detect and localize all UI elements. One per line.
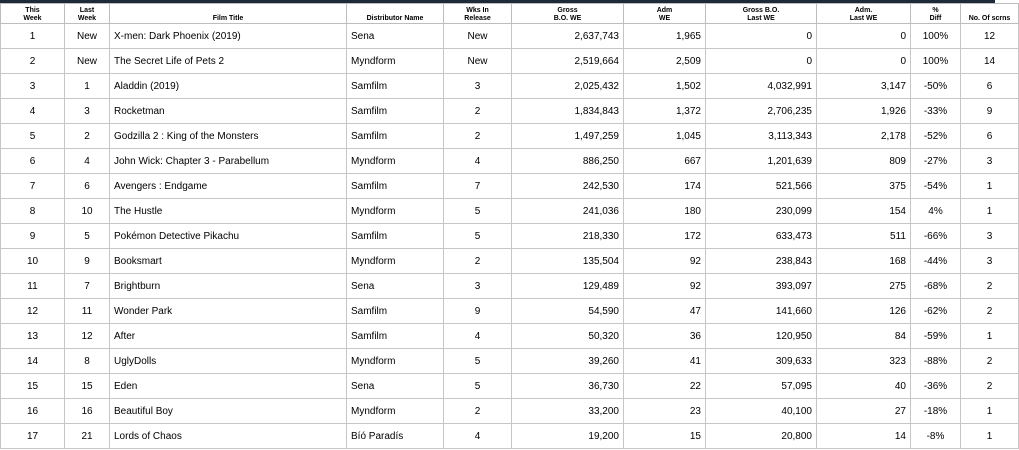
cell-last-week: 21 xyxy=(65,424,110,449)
cell-wks-in-release: 2 xyxy=(444,124,512,149)
cell-pct-diff: -33% xyxy=(911,99,961,124)
cell-this-week: 5 xyxy=(1,124,65,149)
cell-distributor: Myndform xyxy=(347,49,444,74)
cell-wks-in-release: 2 xyxy=(444,249,512,274)
cell-this-week: 2 xyxy=(1,49,65,74)
cell-screens: 1 xyxy=(961,199,1019,224)
cell-wks-in-release: 4 xyxy=(444,324,512,349)
cell-distributor: Samfilm xyxy=(347,324,444,349)
cell-adm-we: 172 xyxy=(624,224,706,249)
table-row xyxy=(1,324,1019,349)
cell-pct-diff: -54% xyxy=(911,174,961,199)
table-row xyxy=(1,299,1019,324)
table-row xyxy=(1,349,1019,374)
cell-gross-we: 2,519,664 xyxy=(512,49,624,74)
cell-distributor: Samfilm xyxy=(347,99,444,124)
cell-screens: 1 xyxy=(961,424,1019,449)
cell-last-week: 5 xyxy=(65,224,110,249)
cell-gross-last-we: 230,099 xyxy=(706,199,817,224)
cell-gross-last-we: 393,097 xyxy=(706,274,817,299)
cell-last-week: 6 xyxy=(65,174,110,199)
cell-adm-last-we: 0 xyxy=(817,49,911,74)
table-row xyxy=(1,149,1019,174)
cell-last-week: 1 xyxy=(65,74,110,99)
cell-screens: 3 xyxy=(961,249,1019,274)
cell-adm-we: 667 xyxy=(624,149,706,174)
cell-distributor: Myndform xyxy=(347,249,444,274)
cell-pct-diff: -50% xyxy=(911,74,961,99)
cell-gross-we: 33,200 xyxy=(512,399,624,424)
cell-screens: 3 xyxy=(961,149,1019,174)
cell-screens: 2 xyxy=(961,374,1019,399)
cell-distributor: Sena xyxy=(347,24,444,49)
cell-screens: 1 xyxy=(961,399,1019,424)
cell-distributor: Bíó Paradís xyxy=(347,424,444,449)
table-row xyxy=(1,374,1019,399)
box-office-table xyxy=(0,3,1019,449)
cell-this-week: 9 xyxy=(1,224,65,249)
cell-adm-last-we: 14 xyxy=(817,424,911,449)
cell-distributor: Sena xyxy=(347,274,444,299)
table-row xyxy=(1,99,1019,124)
header-pct-diff: % Diff xyxy=(911,4,961,24)
cell-wks-in-release: 5 xyxy=(444,224,512,249)
cell-film-title: After xyxy=(110,324,347,349)
cell-film-title: Aladdin (2019) xyxy=(110,74,347,99)
cell-this-week: 13 xyxy=(1,324,65,349)
cell-distributor: Samfilm xyxy=(347,224,444,249)
cell-film-title: Wonder Park xyxy=(110,299,347,324)
cell-adm-we: 2,509 xyxy=(624,49,706,74)
header-wks-in-release: Wks In Release xyxy=(444,4,512,24)
cell-film-title: Brightburn xyxy=(110,274,347,299)
header-last-week: Last Week xyxy=(65,4,110,24)
cell-film-title: Godzilla 2 : King of the Monsters xyxy=(110,124,347,149)
cell-gross-last-we: 120,950 xyxy=(706,324,817,349)
cell-film-title: John Wick: Chapter 3 - Parabellum xyxy=(110,149,347,174)
cell-wks-in-release: 7 xyxy=(444,174,512,199)
cell-wks-in-release: 4 xyxy=(444,149,512,174)
cell-gross-we: 218,330 xyxy=(512,224,624,249)
cell-this-week: 1 xyxy=(1,24,65,49)
cell-this-week: 6 xyxy=(1,149,65,174)
cell-distributor: Myndform xyxy=(347,399,444,424)
cell-last-week: 10 xyxy=(65,199,110,224)
table-row xyxy=(1,49,1019,74)
cell-adm-last-we: 3,147 xyxy=(817,74,911,99)
header-adm-we: Adm WE xyxy=(624,4,706,24)
cell-adm-we: 47 xyxy=(624,299,706,324)
cell-adm-last-we: 168 xyxy=(817,249,911,274)
table-row xyxy=(1,74,1019,99)
cell-adm-last-we: 375 xyxy=(817,174,911,199)
cell-last-week: New xyxy=(65,24,110,49)
cell-gross-we: 54,590 xyxy=(512,299,624,324)
table-row xyxy=(1,24,1019,49)
table-row xyxy=(1,224,1019,249)
cell-gross-last-we: 3,113,343 xyxy=(706,124,817,149)
table-row xyxy=(1,174,1019,199)
cell-adm-we: 1,502 xyxy=(624,74,706,99)
cell-gross-we: 39,260 xyxy=(512,349,624,374)
table-row xyxy=(1,199,1019,224)
cell-screens: 9 xyxy=(961,99,1019,124)
cell-pct-diff: -59% xyxy=(911,324,961,349)
cell-gross-we: 241,036 xyxy=(512,199,624,224)
cell-adm-last-we: 40 xyxy=(817,374,911,399)
table-row xyxy=(1,424,1019,449)
cell-last-week: 2 xyxy=(65,124,110,149)
header-this-week: This Week xyxy=(1,4,65,24)
cell-film-title: Rocketman xyxy=(110,99,347,124)
cell-adm-last-we: 84 xyxy=(817,324,911,349)
cell-screens: 14 xyxy=(961,49,1019,74)
cell-gross-last-we: 2,706,235 xyxy=(706,99,817,124)
cell-film-title: Booksmart xyxy=(110,249,347,274)
cell-last-week: 16 xyxy=(65,399,110,424)
cell-adm-we: 36 xyxy=(624,324,706,349)
cell-last-week: 8 xyxy=(65,349,110,374)
cell-adm-last-we: 126 xyxy=(817,299,911,324)
cell-distributor: Samfilm xyxy=(347,124,444,149)
cell-wks-in-release: 9 xyxy=(444,299,512,324)
cell-pct-diff: -8% xyxy=(911,424,961,449)
cell-pct-diff: -62% xyxy=(911,299,961,324)
cell-adm-we: 180 xyxy=(624,199,706,224)
cell-pct-diff: -36% xyxy=(911,374,961,399)
cell-gross-last-we: 309,633 xyxy=(706,349,817,374)
cell-adm-last-we: 154 xyxy=(817,199,911,224)
cell-gross-we: 129,489 xyxy=(512,274,624,299)
cell-adm-we: 1,045 xyxy=(624,124,706,149)
cell-last-week: 15 xyxy=(65,374,110,399)
cell-gross-last-we: 521,566 xyxy=(706,174,817,199)
cell-gross-last-we: 40,100 xyxy=(706,399,817,424)
cell-distributor: Samfilm xyxy=(347,299,444,324)
cell-film-title: Eden xyxy=(110,374,347,399)
cell-screens: 6 xyxy=(961,74,1019,99)
cell-distributor: Samfilm xyxy=(347,174,444,199)
cell-this-week: 14 xyxy=(1,349,65,374)
cell-wks-in-release: 5 xyxy=(444,374,512,399)
cell-wks-in-release: 3 xyxy=(444,74,512,99)
cell-last-week: 4 xyxy=(65,149,110,174)
cell-screens: 6 xyxy=(961,124,1019,149)
cell-this-week: 11 xyxy=(1,274,65,299)
cell-gross-we: 2,025,432 xyxy=(512,74,624,99)
cell-gross-we: 36,730 xyxy=(512,374,624,399)
cell-this-week: 3 xyxy=(1,74,65,99)
cell-film-title: X-men: Dark Phoenix (2019) xyxy=(110,24,347,49)
cell-wks-in-release: 2 xyxy=(444,99,512,124)
cell-last-week: 9 xyxy=(65,249,110,274)
cell-last-week: 3 xyxy=(65,99,110,124)
cell-pct-diff: -44% xyxy=(911,249,961,274)
cell-pct-diff: -68% xyxy=(911,274,961,299)
cell-gross-we: 2,637,743 xyxy=(512,24,624,49)
cell-adm-we: 15 xyxy=(624,424,706,449)
cell-gross-we: 135,504 xyxy=(512,249,624,274)
cell-adm-we: 23 xyxy=(624,399,706,424)
table-row xyxy=(1,124,1019,149)
cell-adm-last-we: 1,926 xyxy=(817,99,911,124)
cell-this-week: 17 xyxy=(1,424,65,449)
cell-film-title: The Secret Life of Pets 2 xyxy=(110,49,347,74)
cell-gross-last-we: 141,660 xyxy=(706,299,817,324)
cell-adm-we: 22 xyxy=(624,374,706,399)
cell-distributor: Samfilm xyxy=(347,74,444,99)
cell-film-title: The Hustle xyxy=(110,199,347,224)
cell-film-title: Lords of Chaos xyxy=(110,424,347,449)
cell-gross-we: 19,200 xyxy=(512,424,624,449)
cell-last-week: 11 xyxy=(65,299,110,324)
cell-film-title: UglyDolls xyxy=(110,349,347,374)
cell-wks-in-release: 4 xyxy=(444,424,512,449)
table-row xyxy=(1,249,1019,274)
cell-gross-we: 50,320 xyxy=(512,324,624,349)
cell-distributor: Myndform xyxy=(347,199,444,224)
header-screens: No. Of scrns xyxy=(961,4,1019,24)
cell-adm-we: 92 xyxy=(624,249,706,274)
cell-pct-diff: 4% xyxy=(911,199,961,224)
cell-gross-we: 1,834,843 xyxy=(512,99,624,124)
cell-this-week: 10 xyxy=(1,249,65,274)
cell-this-week: 15 xyxy=(1,374,65,399)
table-body xyxy=(1,24,1019,449)
cell-this-week: 16 xyxy=(1,399,65,424)
cell-gross-we: 1,497,259 xyxy=(512,124,624,149)
cell-screens: 3 xyxy=(961,224,1019,249)
cell-screens: 12 xyxy=(961,24,1019,49)
cell-distributor: Myndform xyxy=(347,149,444,174)
cell-adm-last-we: 275 xyxy=(817,274,911,299)
header-gross-last-we: Gross B.O. Last WE xyxy=(706,4,817,24)
header-adm-last-we: Adm. Last WE xyxy=(817,4,911,24)
cell-adm-last-we: 511 xyxy=(817,224,911,249)
cell-wks-in-release: 5 xyxy=(444,199,512,224)
cell-gross-last-we: 0 xyxy=(706,24,817,49)
cell-wks-in-release: 2 xyxy=(444,399,512,424)
cell-adm-we: 92 xyxy=(624,274,706,299)
header-gross-we: Gross B.O. WE xyxy=(512,4,624,24)
cell-adm-we: 1,372 xyxy=(624,99,706,124)
cell-adm-we: 41 xyxy=(624,349,706,374)
cell-wks-in-release: New xyxy=(444,24,512,49)
cell-adm-we: 1,965 xyxy=(624,24,706,49)
cell-pct-diff: -27% xyxy=(911,149,961,174)
cell-gross-we: 242,530 xyxy=(512,174,624,199)
cell-screens: 2 xyxy=(961,274,1019,299)
cell-pct-diff: -52% xyxy=(911,124,961,149)
cell-film-title: Beautiful Boy xyxy=(110,399,347,424)
cell-pct-diff: -66% xyxy=(911,224,961,249)
cell-film-title: Pokémon Detective Pikachu xyxy=(110,224,347,249)
cell-adm-last-we: 27 xyxy=(817,399,911,424)
cell-this-week: 12 xyxy=(1,299,65,324)
cell-gross-last-we: 1,201,639 xyxy=(706,149,817,174)
cell-gross-last-we: 57,095 xyxy=(706,374,817,399)
table-row xyxy=(1,399,1019,424)
cell-screens: 2 xyxy=(961,299,1019,324)
cell-adm-last-we: 323 xyxy=(817,349,911,374)
cell-film-title: Avengers : Endgame xyxy=(110,174,347,199)
cell-last-week: 7 xyxy=(65,274,110,299)
cell-gross-last-we: 4,032,991 xyxy=(706,74,817,99)
cell-gross-we: 886,250 xyxy=(512,149,624,174)
cell-wks-in-release: 5 xyxy=(444,349,512,374)
cell-gross-last-we: 633,473 xyxy=(706,224,817,249)
header-row xyxy=(1,4,1019,24)
cell-this-week: 4 xyxy=(1,99,65,124)
cell-last-week: New xyxy=(65,49,110,74)
cell-distributor: Sena xyxy=(347,374,444,399)
cell-pct-diff: -18% xyxy=(911,399,961,424)
cell-last-week: 12 xyxy=(65,324,110,349)
cell-gross-last-we: 238,843 xyxy=(706,249,817,274)
cell-adm-last-we: 2,178 xyxy=(817,124,911,149)
cell-adm-last-we: 0 xyxy=(817,24,911,49)
cell-screens: 1 xyxy=(961,324,1019,349)
cell-gross-last-we: 0 xyxy=(706,49,817,74)
cell-adm-we: 174 xyxy=(624,174,706,199)
header-film-title: Film Title xyxy=(110,4,347,24)
table-row xyxy=(1,274,1019,299)
cell-wks-in-release: 3 xyxy=(444,274,512,299)
cell-screens: 2 xyxy=(961,349,1019,374)
cell-this-week: 7 xyxy=(1,174,65,199)
cell-gross-last-we: 20,800 xyxy=(706,424,817,449)
cell-pct-diff: 100% xyxy=(911,24,961,49)
cell-adm-last-we: 809 xyxy=(817,149,911,174)
cell-wks-in-release: New xyxy=(444,49,512,74)
cell-distributor: Myndform xyxy=(347,349,444,374)
cell-screens: 1 xyxy=(961,174,1019,199)
cell-pct-diff: -88% xyxy=(911,349,961,374)
header-distributor: Distributor Name xyxy=(347,4,444,24)
table-header xyxy=(1,4,1019,24)
cell-this-week: 8 xyxy=(1,199,65,224)
cell-pct-diff: 100% xyxy=(911,49,961,74)
